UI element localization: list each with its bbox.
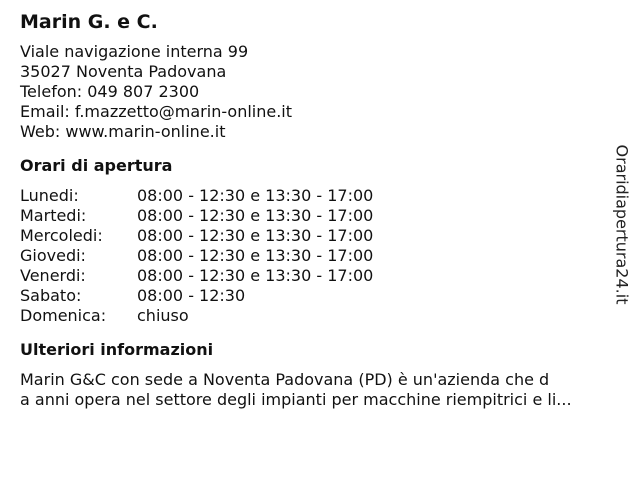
email-line[interactable]: Email: f.mazzetto@marin-online.it [20, 102, 293, 121]
hours-row-lunedi [20, 186, 620, 206]
day-label: Martedi: [20, 206, 87, 225]
business-name: Marin G. e C. [20, 11, 158, 33]
day-hours: 08:00 - 12:30 e 13:30 - 17:00 [137, 246, 374, 265]
hours-row-domenica [20, 306, 620, 326]
day-label: Sabato: [20, 286, 82, 305]
hours-row-martedi [20, 206, 620, 226]
address-line: Viale navigazione interna 99 [20, 42, 249, 61]
day-hours: 08:00 - 12:30 e 13:30 - 17:00 [137, 266, 374, 285]
day-label: Mercoledi: [20, 226, 103, 245]
day-label: Domenica: [20, 306, 107, 325]
hours-row-giovedi [20, 246, 620, 266]
hours-row-sabato [20, 286, 620, 306]
day-label: Venerdi: [20, 266, 86, 285]
info-description-line: a anni opera nel settore degli impianti per macchine riempitrici e li... [20, 390, 572, 409]
hours-row-mercoledi [20, 226, 620, 246]
day-hours: chiuso [137, 306, 189, 325]
day-hours: 08:00 - 12:30 e 13:30 - 17:00 [137, 186, 374, 205]
city-line: 35027 Noventa Padovana [20, 62, 227, 81]
day-hours: 08:00 - 12:30 e 13:30 - 17:00 [137, 206, 374, 225]
info-description [20, 370, 626, 410]
web-line[interactable]: Web: www.marin-online.it [20, 122, 226, 141]
site-watermark-text: Oraridiapertura24.it [612, 144, 632, 304]
hours-row-venerdi [20, 266, 620, 286]
hours-title: Orari di apertura [20, 156, 173, 175]
day-label: Giovedi: [20, 246, 86, 265]
business-card [20, 10, 620, 410]
info-description-line: Marin G&C con sede a Noventa Padovana (PD) è un'azienda che d [20, 370, 550, 389]
site-watermark [610, 134, 634, 314]
day-hours: 08:00 - 12:30 e 13:30 - 17:00 [137, 226, 374, 245]
day-hours: 08:00 - 12:30 [137, 286, 246, 305]
day-label: Lunedi: [20, 186, 79, 205]
hours-table [20, 186, 620, 326]
phone-line[interactable]: Telefon: 049 807 2300 [20, 82, 200, 101]
info-title: Ulteriori informazioni [20, 340, 214, 359]
